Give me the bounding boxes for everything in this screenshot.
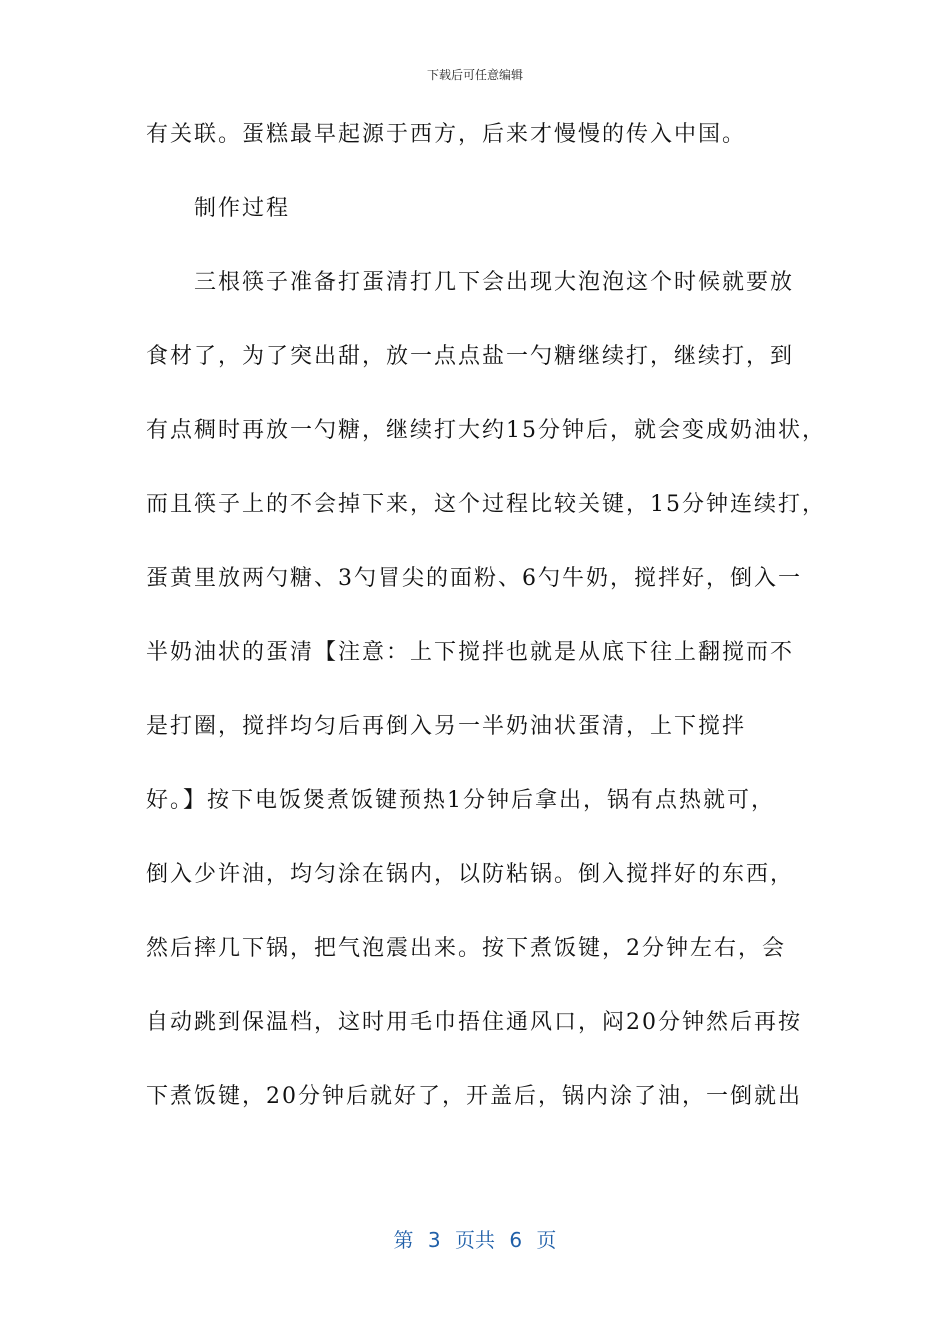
text-line: 是打圈，搅拌均匀后再倒入另一半奶油状蛋清，上下搅拌 xyxy=(146,714,747,739)
text-line: 有关联。蛋糕最早起源于西方，后来才慢慢的传入中国。 xyxy=(146,122,747,147)
section-heading: 制作过程 xyxy=(194,196,291,221)
text-line: 倒入少许油，均匀涂在锅内，以防粘锅。倒入搅拌好的东西， xyxy=(146,862,795,887)
text-line: 三根筷子准备打蛋清打几下会出现大泡泡这个时候就要放 xyxy=(194,270,795,295)
header-note: 下载后可任意编辑 xyxy=(426,68,523,82)
text-line: 半奶油状的蛋清【注意：上下搅拌也就是从底下往上翻搅而不 xyxy=(146,640,795,665)
page-number: 第 3 页共 6 页 xyxy=(393,1228,557,1252)
text-line: 食材了，为了突出甜，放一点点盐一勺糖继续打，继续打，到 xyxy=(146,344,795,369)
text-line: 有点稠时再放一勺糖，继续打大约15分钟后，就会变成奶油状， xyxy=(146,418,826,443)
text-line: 蛋黄里放两勺糖、3勺冒尖的面粉、6勺牛奶，搅拌好，倒入一 xyxy=(146,566,802,591)
text-line: 下煮饭键，20分钟后就好了，开盖后，锅内涂了油，一倒就出 xyxy=(146,1084,802,1109)
text-line: 自动跳到保温档，这时用毛巾捂住通风口，闷20分钟然后再按 xyxy=(146,1010,802,1035)
text-line: 然后摔几下锅，把气泡震出来。按下煮饭键，2分钟左右，会 xyxy=(146,936,786,961)
text-line: 而且筷子上的不会掉下来，这个过程比较关键，15分钟连续打， xyxy=(146,492,826,517)
text-line: 好。】按下电饭煲煮饭键预热1分钟后拿出，锅有点热就可， xyxy=(146,788,775,813)
